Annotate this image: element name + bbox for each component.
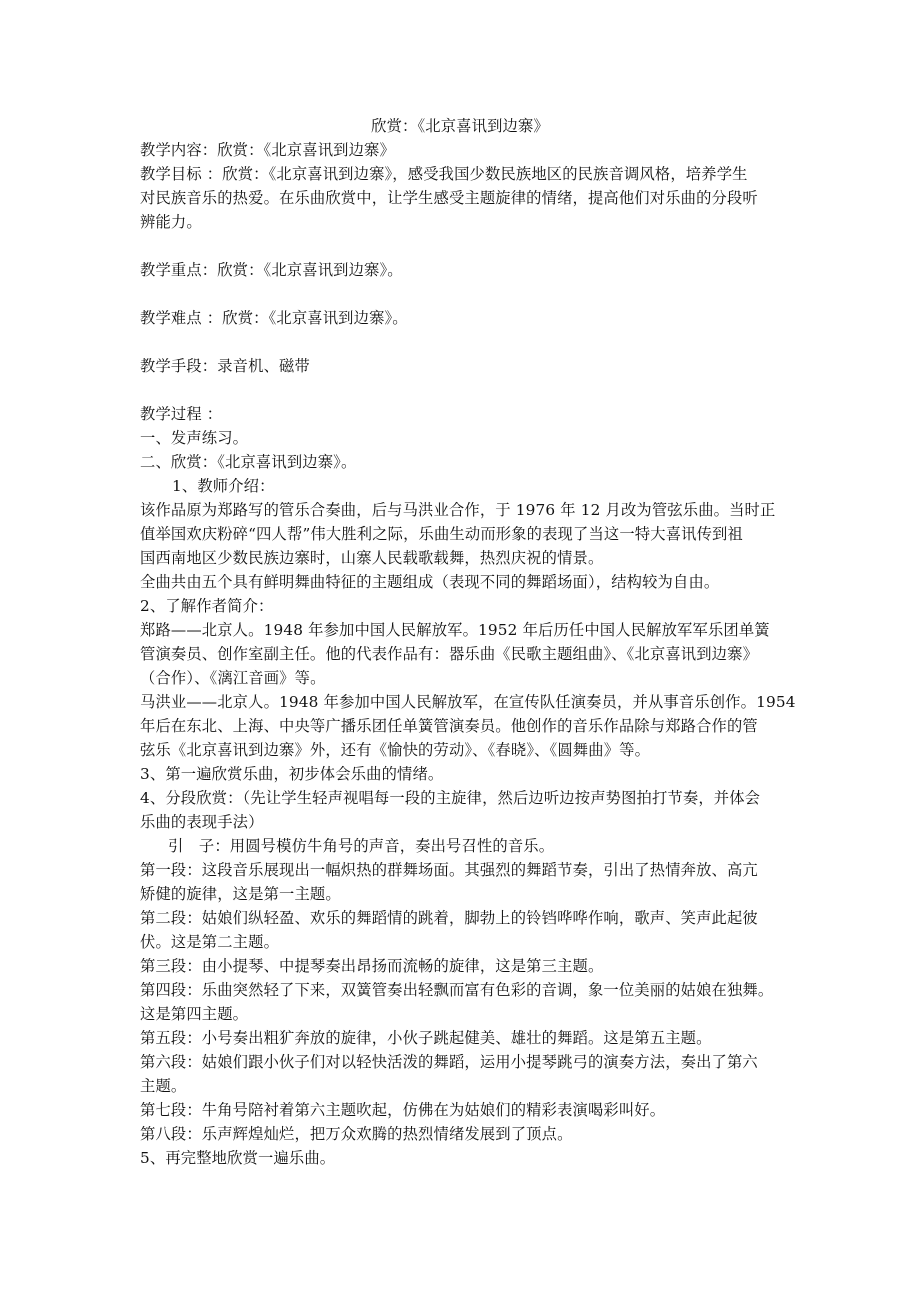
zhenglu-bio-line-3: （合作）、《漓江音画》等。: [140, 669, 326, 687]
section-one-line-2: 矫健的旋律，这是第一主题。: [140, 885, 341, 903]
section-four-line-2: 这是第四主题。: [140, 1005, 249, 1023]
step-one-line: 一、发声练习。: [140, 429, 249, 447]
section-three-line: 第三段：由小提琴、中提琴奏出昂扬而流畅的旋律，这是第三主题。: [140, 957, 604, 975]
section-listening-line-2: 乐曲的表现手法）: [140, 813, 264, 831]
first-listening-line: 3、第一遍欣赏乐曲，初步体会乐曲的情绪。: [140, 765, 444, 783]
teaching-goal-line-2: 对民族音乐的热爱。在乐曲欣赏中，让学生感受主题旋律的情绪，提高他们对乐曲的分段听: [140, 189, 758, 207]
blank-line: [140, 330, 780, 354]
section-six-line-1: 第六段：姑娘们跟小伙子们对以轻快活泼的舞蹈，运用小提琴跳弓的演奏方法，奏出了第六: [140, 1053, 758, 1071]
section-six-line-2: 主题。: [140, 1077, 187, 1095]
structure-line: 全曲共由五个具有鲜明舞曲特征的主题组成（表现不同的舞蹈场面），结构较为自由。: [140, 573, 720, 591]
section-seven-line: 第七段：牛角号陪衬着第六主题吹起，仿佛在为姑娘们的精彩表演喝彩叫好。: [140, 1101, 666, 1119]
intro-paragraph-line-2: 值举国欢庆粉碎“四人帮”伟大胜利之际，乐曲生动而形象的表现了当这一特大喜讯传到祖: [140, 525, 743, 543]
document-page: [140, 114, 796, 1170]
teaching-focus-line: 教学重点：欣赏：《北京喜讯到边寨》。: [140, 261, 403, 279]
blank-line: [140, 282, 780, 306]
section-two-line-2: 伏。这是第二主题。: [140, 933, 280, 951]
final-listening-line: 5、再完整地欣赏一遍乐曲。: [140, 1149, 336, 1167]
teacher-intro-heading: 1、教师介绍：: [172, 477, 275, 495]
mahongye-bio-line-2: 年后在东北、上海、中央等广播乐团任单簧管演奏员。他创作的音乐作品除与郑路合作的管: [140, 717, 758, 735]
blank-line: [140, 234, 780, 258]
teaching-goal-line-1: 教学目标 ：欣赏：《北京喜讯到边寨》，感受我国少数民族地区的民族音调风格，培养学生: [140, 165, 748, 183]
mahongye-bio-line-1: 马洪业——北京人。1948 年参加中国人民解放军，在宣传队任演奏员，并从事音乐创作。1954: [140, 693, 796, 711]
blank-line: [140, 378, 780, 402]
mahongye-bio-line-3: 弦乐《北京喜讯到边寨》外，还有《愉快的劳动》、《春晓》、《圆舞曲》等。: [140, 741, 651, 759]
teaching-goal-line-3: 辨能力。: [140, 213, 202, 231]
intro-paragraph-line-3: 国西南地区少数民族边寨时，山寨人民载歌载舞，热烈庆祝的情景。: [140, 549, 604, 567]
step-two-line: 二、欣赏：《北京喜讯到边寨》。: [140, 453, 357, 471]
section-four-line-1: 第四段：乐曲突然轻了下来，双簧管奏出轻飘而富有色彩的音调，象一位美丽的姑娘在独舞。: [140, 981, 774, 999]
teaching-process-heading: 教学过程 ：: [140, 405, 223, 423]
teaching-difficulty-line: 教学难点 ：欣赏：《北京喜讯到边寨》。: [140, 309, 408, 327]
zhenglu-bio-line-1: 郑路——北京人。1948 年参加中国人民解放军。1952 年后历任中国人民解放军军乐团单簧: [140, 621, 770, 639]
zhenglu-bio-line-2: 管演奏员、创作室副主任。他的代表作品有：器乐曲《民歌主题组曲》、《北京喜讯到边寨》: [140, 645, 759, 663]
intro-section-line: 引 子：用圆号模仿牛角号的声音，奏出号召性的音乐。: [168, 837, 555, 855]
section-one-line-1: 第一段：这段音乐展现出一幅炽热的群舞场面。其强烈的舞蹈节奏，引出了热情奔放、高亢: [140, 861, 758, 879]
section-five-line: 第五段：小号奏出粗犷奔放的旋律，小伙子跳起健美、雄壮的舞蹈。这是第五主题。: [140, 1029, 712, 1047]
document-title: 欣赏：《北京喜讯到边寨》: [371, 117, 549, 135]
teaching-content-line: 教学内容：欣赏：《北京喜讯到边寨》: [140, 141, 395, 159]
section-eight-line: 第八段：乐声辉煌灿烂，把万众欢腾的热烈情绪发展到了顶点。: [140, 1125, 573, 1143]
section-two-line-1: 第二段：姑娘们纵轻盈、欢乐的舞蹈情的跳着，脚勃上的铃铛哗哗作响，歌声、笑声此起彼: [140, 909, 758, 927]
intro-paragraph-line-1: 该作品原为郑路写的管乐合奏曲，后与马洪业合作，于 1976 年 12 月改为管弦乐曲。当时正: [140, 501, 776, 519]
author-intro-heading: 2、了解作者简介：: [140, 597, 274, 615]
teaching-means-line: 教学手段：录音机、磁带: [140, 357, 310, 375]
section-listening-line-1: 4、分段欣赏：（先让学生轻声视唱每一段的主旋律，然后边听边按声势图拍打节奏，并体会: [140, 789, 761, 807]
